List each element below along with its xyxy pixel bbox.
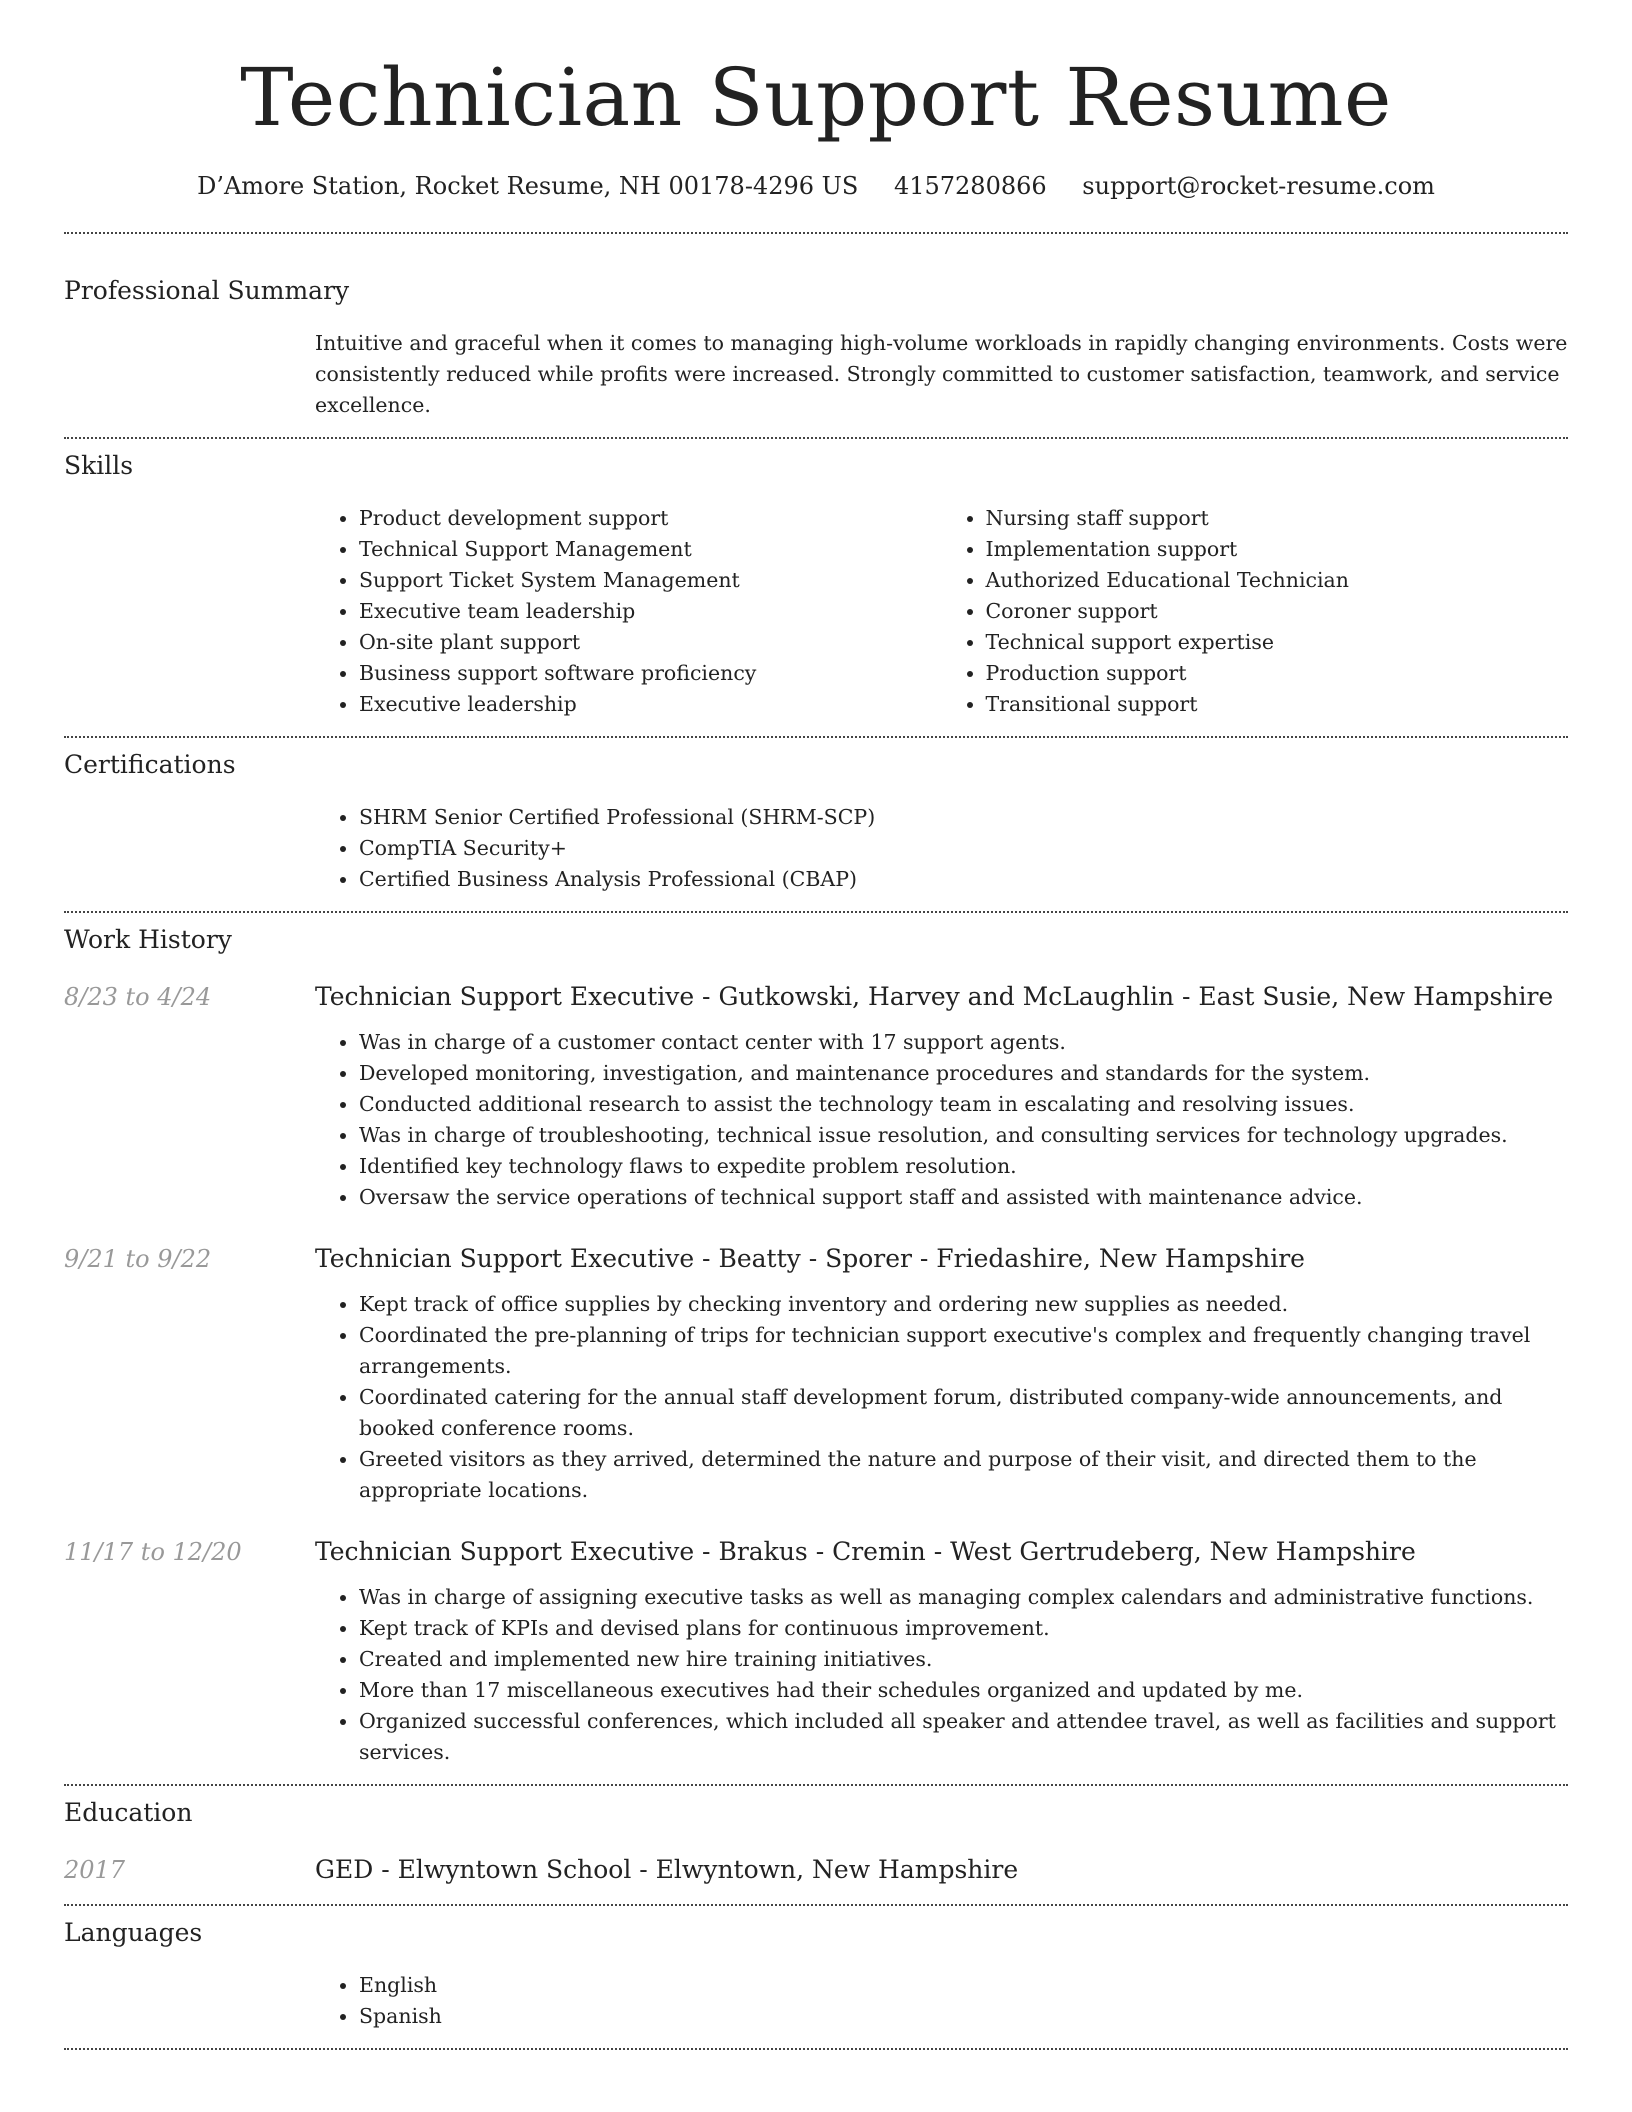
skills-section: [64, 439, 1568, 736]
list-item: • Technical support expertise: [986, 627, 1569, 658]
list-item: • Executive leadership: [359, 689, 942, 720]
certifications-list: [315, 802, 1568, 895]
job-header: [64, 1241, 1568, 1277]
education-date: 2017: [64, 1856, 126, 1884]
job-entry: [64, 1241, 1568, 1506]
list-item: • Was in charge of a customer contact center with 17 support agents.: [359, 1027, 1568, 1058]
list-item: • Organized successful conferences, which included all speaker and attendee travel, as well as facilities and support services.: [359, 1706, 1568, 1768]
list-item: • Nursing staff support: [986, 503, 1569, 534]
list-item: • Technical Support Management: [359, 534, 942, 565]
job-date: 11/17 to 12/20: [64, 1538, 242, 1566]
list-item: • Implementation support: [986, 534, 1569, 565]
list-item: • Identified key technology flaws to expedite problem resolution.: [359, 1151, 1568, 1182]
job-date: 9/21 to 9/22: [64, 1245, 212, 1273]
job-header: [64, 979, 1568, 1015]
skills-list-left: [315, 503, 942, 720]
work-history-heading: Work History: [64, 925, 232, 954]
certifications-section: [64, 738, 1568, 911]
list-item: • Kept track of office supplies by checking inventory and ordering new supplies as needed.: [359, 1289, 1568, 1320]
list-item: • Support Ticket System Management: [359, 565, 942, 596]
list-item: • Production support: [986, 658, 1569, 689]
summary-section: [64, 234, 1568, 437]
list-item: • SHRM Senior Certified Professional (SHRM-SCP): [359, 802, 1568, 833]
list-item: • Created and implemented new hire training initiatives.: [359, 1644, 1568, 1675]
list-item: • Greeted visitors as they arrived, determined the nature and purpose of their visit, and directed them to the appropriate locations.: [359, 1444, 1568, 1506]
resume-header: [64, 0, 1568, 206]
work-history-section: [64, 913, 1568, 1784]
list-item: • Certified Business Analysis Professional (CBAP): [359, 864, 1568, 895]
job-bullets: [315, 1027, 1568, 1213]
job-bullets: [315, 1289, 1568, 1506]
list-item: • Product development support: [359, 503, 942, 534]
skills-columns: [315, 503, 1568, 720]
job-entry: [64, 1534, 1568, 1768]
contact-email: support@rocket-resume.com: [1082, 172, 1435, 200]
languages-heading: Languages: [64, 1918, 203, 1947]
summary-heading: Professional Summary: [64, 276, 350, 305]
job-details: [315, 1582, 1568, 1768]
job-details: [315, 1289, 1568, 1506]
page-title: Technician Support Resume: [240, 51, 1392, 144]
list-item: • Spanish: [359, 2001, 1568, 2032]
contact-address: D’Amore Station, Rocket Resume, NH 00178-4296 US: [197, 172, 859, 200]
list-item: • Conducted additional research to assist the technology team in escalating and resolving issues.: [359, 1089, 1568, 1120]
skills-list-right: [942, 503, 1569, 720]
list-item: • Kept track of KPIs and devised plans for continuous improvement.: [359, 1613, 1568, 1644]
contact-phone: 4157280866: [893, 172, 1047, 200]
list-item: • Coordinated the pre-planning of trips for technician support executive's complex and frequently changing travel arrangements.: [359, 1320, 1568, 1382]
job-title: Technician Support Executive - Beatty - Sporer - Friedashire, New Hampshire: [315, 1244, 1305, 1273]
skills-heading: Skills: [64, 451, 134, 480]
section-divider: [64, 2048, 1568, 2050]
list-item: • English: [359, 1970, 1568, 2001]
job-entry: [64, 979, 1568, 1213]
education-entry: [64, 1852, 1568, 1888]
list-item: • Was in charge of troubleshooting, technical issue resolution, and consulting services for technology upgrades.: [359, 1120, 1568, 1151]
job-bullets: [315, 1582, 1568, 1768]
education-heading: Education: [64, 1798, 193, 1827]
job-title: Technician Support Executive - Gutkowski, Harvey and McLaughlin - East Susie, New Hampshire: [315, 982, 1554, 1011]
summary-text: Intuitive and graceful when it comes to managing high-volume workloads in rapidly changing environments. Costs were consistently reduced while profits were increased. Strongly committed to customer satisfaction, teamwork, and service excellence.: [315, 331, 1568, 417]
job-details: [315, 1027, 1568, 1213]
languages-list: [315, 1970, 1568, 2032]
list-item: • Executive team leadership: [359, 596, 942, 627]
list-item: • On-site plant support: [359, 627, 942, 658]
certifications-heading: Certifications: [64, 750, 236, 779]
job-title: Technician Support Executive - Brakus - Cremin - West Gertrudeberg, New Hampshire: [315, 1537, 1416, 1566]
job-date: 8/23 to 4/24: [64, 983, 212, 1011]
education-section: [64, 1786, 1568, 1904]
list-item: • Business support software proficiency: [359, 658, 942, 689]
certifications-block: [315, 802, 1568, 895]
list-item: • Coroner support: [986, 596, 1569, 627]
list-item: • Was in charge of assigning executive tasks as well as managing complex calendars and administrative functions.: [359, 1582, 1568, 1613]
list-item: • More than 17 miscellaneous executives had their schedules organized and updated by me.: [359, 1675, 1568, 1706]
list-item: • CompTIA Security+: [359, 833, 1568, 864]
list-item: • Developed monitoring, investigation, and maintenance procedures and standards for the system.: [359, 1058, 1568, 1089]
list-item: • Oversaw the service operations of technical support staff and assisted with maintenance advice.: [359, 1182, 1568, 1213]
education-title: GED - Elwyntown School - Elwyntown, New Hampshire: [315, 1855, 1019, 1884]
languages-section: [64, 1906, 1568, 2048]
list-item: • Authorized Educational Technician: [986, 565, 1569, 596]
list-item: • Transitional support: [986, 689, 1569, 720]
job-header: [64, 1534, 1568, 1570]
list-item: • Coordinated catering for the annual staff development forum, distributed company-wide announcements, and booked conference rooms.: [359, 1382, 1568, 1444]
contact-line: [64, 166, 1568, 206]
languages-block: [315, 1970, 1568, 2032]
